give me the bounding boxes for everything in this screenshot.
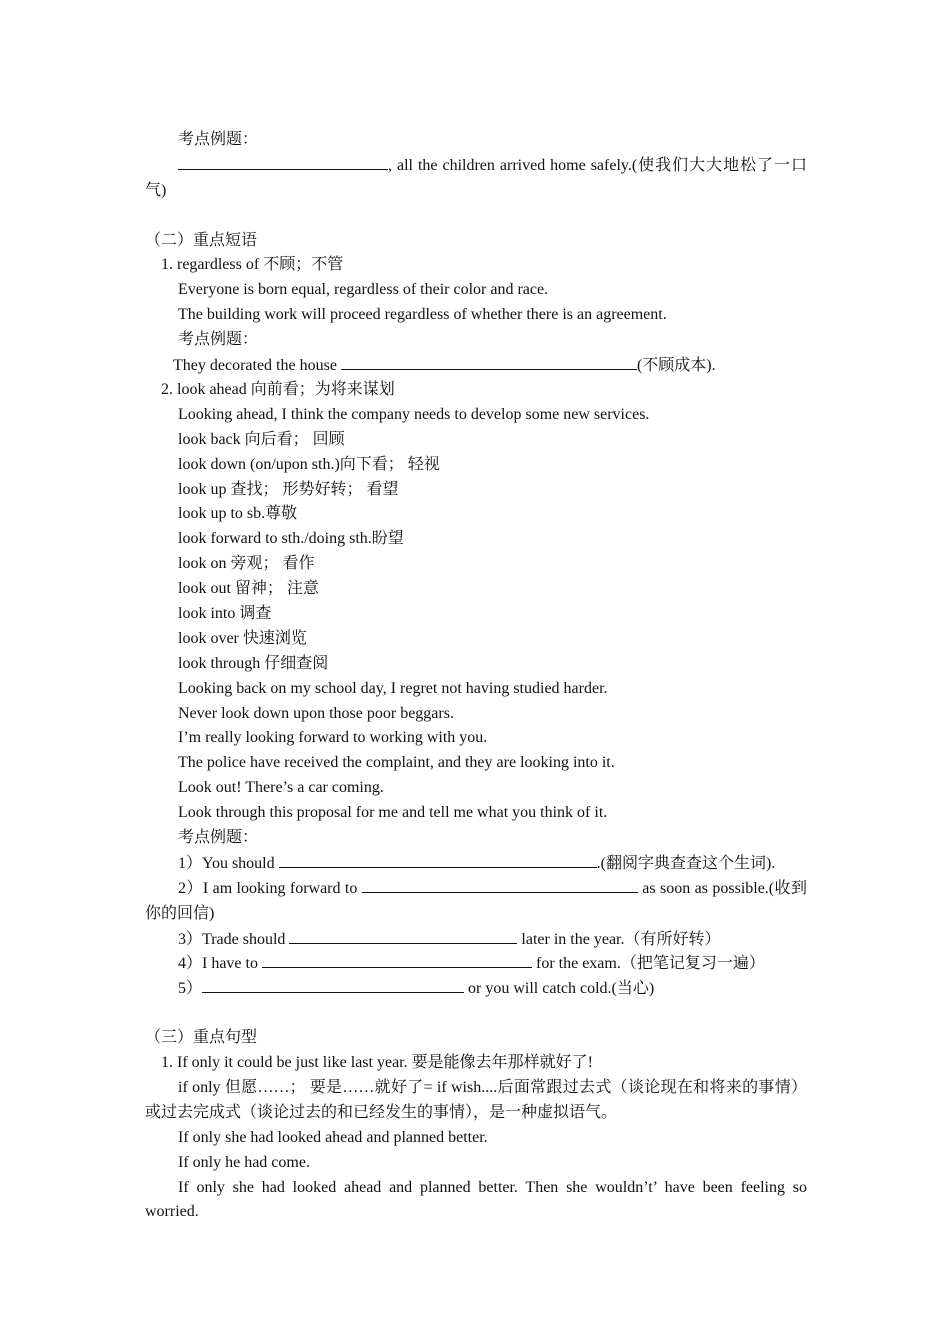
example-sentence: If only she had looked ahead and planned better. (178, 1128, 488, 1146)
list-item: Never look down upon those poor beggars. (178, 704, 454, 722)
example-label: 考点例题： (178, 131, 259, 148)
answer-blank[interactable] (262, 951, 532, 968)
list-item: look up to sb.尊敬 (178, 505, 298, 523)
answer-blank[interactable] (178, 153, 388, 170)
phrase-heading: 2. look ahead 向前看；为将来谋划 (161, 380, 395, 398)
list-item: Looking ahead, I think the company needs to develop some new services. (178, 405, 650, 423)
example-sentence: Everyone is born equal, regardless of their color and race. (178, 281, 549, 299)
list-item: Looking back on my school day, I regret not having studied harder. (178, 679, 608, 697)
example-label: 考点例题： (178, 828, 259, 846)
list-item: The police have received the complaint, and they are looking into it. (178, 754, 615, 772)
example-sentence: If only he had come. (178, 1153, 310, 1171)
answer-blank[interactable] (341, 353, 637, 370)
list-item: Look out! There’s a car coming. (178, 779, 384, 797)
list-item: look on 旁观； 看作 (178, 555, 315, 573)
example-sentence: The building work will proceed regardless of whether there is an agreement. (178, 306, 667, 324)
list-item: I’m really looking forward to working with you. (178, 729, 488, 747)
spacer (145, 1001, 807, 1026)
answer-blank[interactable] (202, 976, 464, 993)
answer-blank[interactable] (362, 876, 638, 893)
list-item: look down (on/upon sth.)向下看； 轻视 (178, 455, 440, 473)
exercise-question-4: 4）I have to for the exam.（把笔记复习一遍） (145, 951, 807, 976)
list-item: look over 快速浏览 (178, 629, 307, 647)
list-item: Look through this proposal for me and tell me what you think of it. (178, 804, 608, 822)
sentence-heading: 1. If only it could be just like last year. 要是能像去年那样就好了! (161, 1054, 593, 1072)
example-question: , all the children arrived home safely.(使我们大大地松了一口气) (145, 153, 807, 204)
list-item: look forward to sth./doing sth.盼望 (178, 530, 404, 548)
example-sentence: If only she had looked ahead and planned better. Then she wouldn’t’ have been feeling so worried. (145, 1178, 807, 1221)
list-item: look into 调查 (178, 604, 272, 622)
list-item: look through 仔细查阅 (178, 654, 329, 672)
exercise-question-2: 2）I am looking forward to as soon as possible.(收到你的回信) (145, 876, 807, 927)
list-item: look up 查找； 形势好转； 看望 (178, 480, 399, 498)
answer-blank[interactable] (279, 851, 597, 868)
exercise-question-1: 1）You should .(翻阅字典查查这个生词). (145, 851, 807, 876)
exercise-question-5: 5） or you will catch cold.(当心) (145, 976, 807, 1001)
section-title-sentences: （三）重点句型 (145, 1029, 258, 1047)
spacer (145, 204, 807, 229)
section-title-phrases: （二）重点短语 (145, 231, 258, 249)
answer-blank[interactable] (289, 927, 517, 944)
exercise-question-3: 3）Trade should later in the year.（有所好转） (145, 927, 807, 952)
list-item: look back 向后看； 回顾 (178, 430, 345, 448)
phrase-heading: 1. regardless of 不顾；不管 (161, 256, 344, 274)
phrase-list (145, 403, 807, 826)
example-label: 考点例题： (178, 331, 259, 349)
grammar-explanation: if only 但愿……； 要是……就好了= if wish....后面常跟过去式（谈论现在和将来的事情）或过去完成式（谈论过去的和已经发生的事情），是一种虚拟语气。 (145, 1078, 807, 1121)
list-item: look out 留神； 注意 (178, 580, 319, 598)
example-question: They decorated the house (不顾成本). (145, 353, 807, 378)
document-page (145, 128, 807, 1225)
